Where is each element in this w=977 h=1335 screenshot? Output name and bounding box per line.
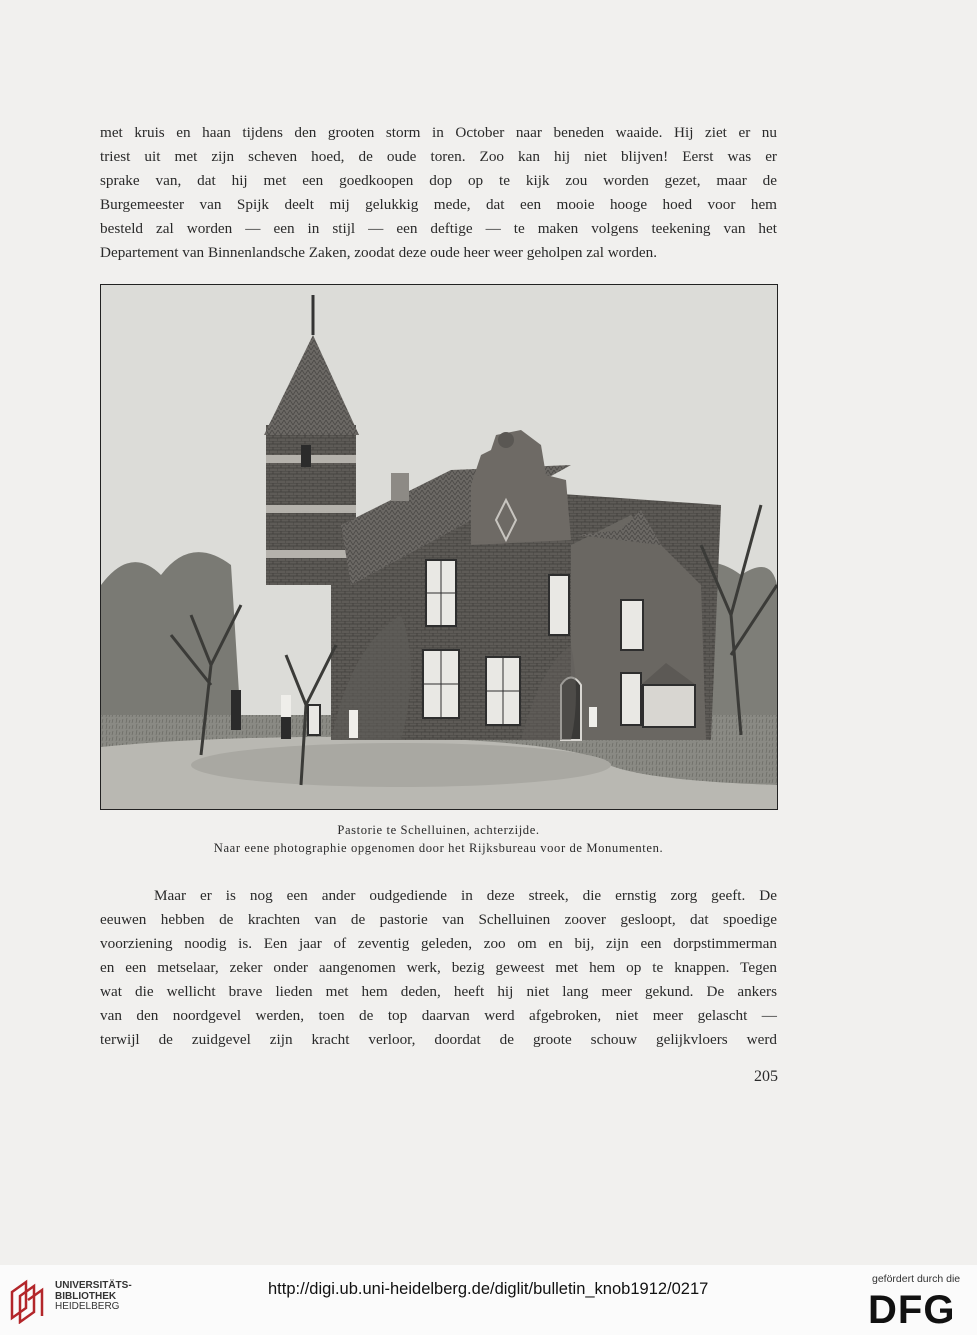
- photo-caption-credit: Naar eene photographie opgenomen door het Rijksbureau voor de Monumenten.: [213, 841, 664, 855]
- text-line: triest uit met zijn scheven hoed, de oude toren. Zoo kan hij niet blijven! Eerst was er: [100, 148, 777, 165]
- page-number: 205: [754, 1068, 778, 1085]
- text-line: Maar er is nog een ander oudgediende in deze streek, die ernstig zorg geeft. De: [154, 887, 777, 904]
- library-name-line2: BIBLIOTHEK: [55, 1290, 117, 1302]
- text-line: sprake van, dat hij met een goedkoopen dop op te kijk zou worden gezet, maar de: [100, 172, 777, 189]
- paragraph-top: [100, 121, 777, 265]
- text-line: met kruis en haan tijdens den grooten storm in October naar beneden waaide. Hij ziet er nu: [100, 124, 777, 141]
- text-line: en een metselaar, zeker onder aangenomen werk, bezig geweest met hem op te knappen. Tegen: [100, 959, 777, 976]
- text-line: Departement van Binnenlandsche Zaken, zoodat deze oude heer weer geholpen zal worden.: [100, 244, 658, 261]
- library-logo-icon[interactable]: [10, 1278, 48, 1324]
- text-line: terwijl de zuidgevel zijn kracht verloor, doordat de groote schouw gelijkvloers werd: [100, 1031, 777, 1048]
- photo-caption-title: Pastorie te Schelluinen, achterzijde.: [337, 823, 540, 837]
- photograph-pastorie: [100, 284, 778, 810]
- paragraph-bottom: [100, 884, 777, 1052]
- library-name[interactable]: [55, 1281, 132, 1313]
- text-line: besteld zal worden — een in stijl — een deftige — te maken volgens teekening van het: [100, 220, 777, 237]
- library-name-line1: UNIVERSITÄTS-: [55, 1280, 132, 1291]
- text-line: voorziening noodig is. Een jaar of zeventig geleden, zoo om en bij, zijn een dorpstimmerman: [100, 935, 777, 952]
- footer-bar: [0, 1265, 977, 1335]
- dfg-logo[interactable]: DFG: [868, 1288, 956, 1332]
- text-line: wat die wellicht brave lieden met hem deden, heeft hij niet lang meer gekund. De ankers: [100, 983, 777, 1000]
- source-url-link[interactable]: http://digi.ub.uni-heidelberg.de/diglit/bulletin_knob1912/0217: [268, 1280, 709, 1298]
- text-line: Burgemeester van Spijk deelt mij gelukkig mede, dat een mooie hooge hoed voor hem: [100, 196, 777, 213]
- text-line: eeuwen hebben de krachten van de pastorie van Schelluinen zoover gesloopt, dat spoedige: [100, 911, 777, 928]
- pastorie-illustration: [101, 285, 777, 809]
- library-name-line3: HEIDELBERG: [55, 1301, 120, 1312]
- text-line: van den noordgevel werden, toen de top daarvan werd afgebroken, niet meer gelascht —: [100, 1007, 777, 1024]
- sponsor-label: gefördert durch die: [872, 1273, 961, 1285]
